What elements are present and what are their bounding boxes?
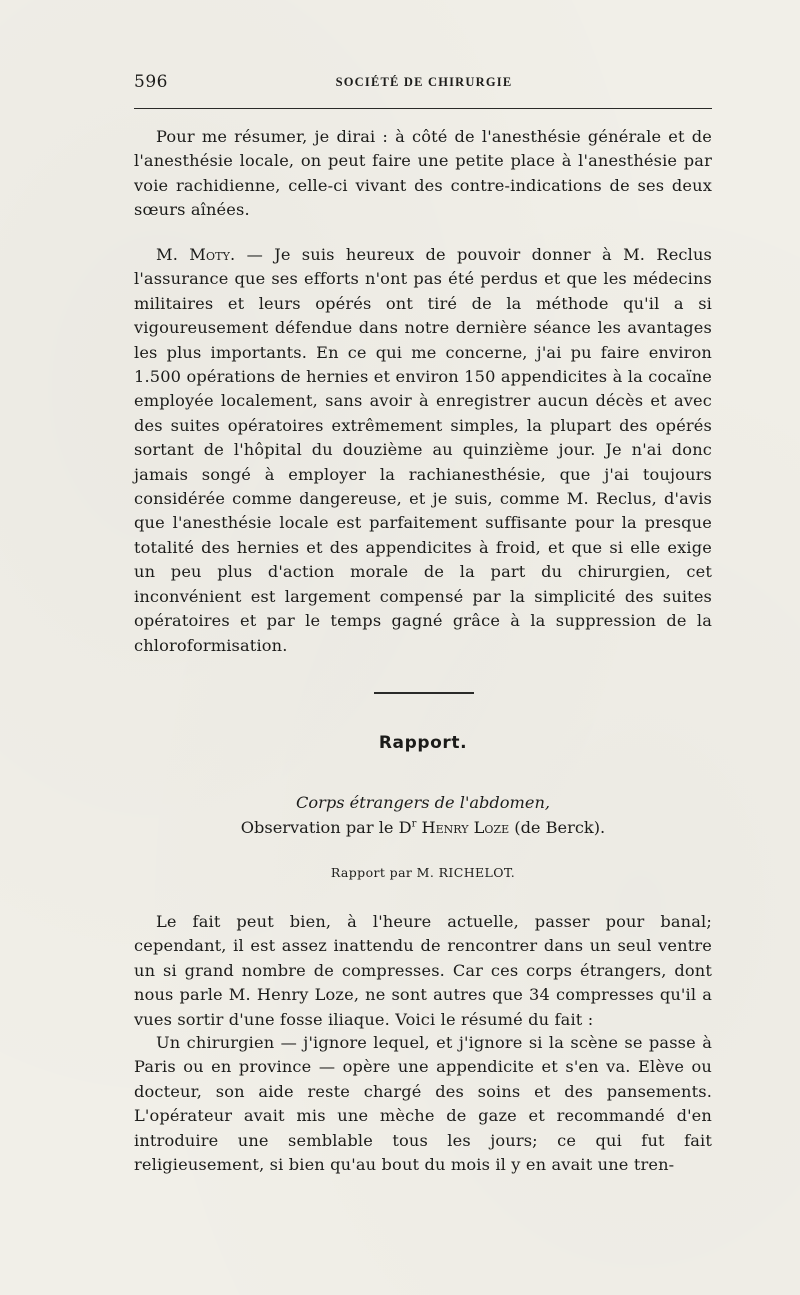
paragraph-moty (134, 243, 712, 658)
paragraph-report-case (134, 1031, 712, 1177)
paragraph-summary-text: Pour me résumer, je dirai : à côté de l'anesthésie générale et de l'anesthésie locale, on peut faire une petite place à l'anesthésie par voie rachidienne, celle-ci vivant des contre-indications de ses deux sœurs aînées. (134, 127, 712, 220)
observation-prefix: Observation par le D (240, 818, 412, 837)
section-separator (374, 692, 474, 694)
section-title: Rapport. (378, 733, 468, 753)
observation-author: Henry Loze (416, 818, 510, 837)
paragraph-moty-text: — Je suis heureux de pouvoir donner à M. Reclus l'assurance que ses efforts n'ont pas été perdus et que les médecins militaires et leurs opérés ont tiré de la méthode qu'il a si vigoureusement défendue dans notre dernière séance les avantages les plus importants. En ce qui me concerne, j'ai pu faire environ 1.500 opérations de hernies et environ 150 appendicites à la cocaïne employée localement, sans avoir à enregistrer aucun décès et avec des suites opératoires extrêmement simples, la plupart des opérés sortant de l'hôpital du douzième au quinzième jour. Je n'ai donc jamais songé à employer la rachianesthésie, que j'ai toujours considérée comme dangereuse, et je suis, comme M. Reclus, d'avis que l'anesthésie locale est parfaitement suffisante pour la presque totalité des hernies et des appendicites à froid, et que si elle exige un peu plus d'action morale de la part du chirurgien, cet inconvénient est largement compensé par la simplicité des suites opératoires et par le temps gagné grâce à la suppression de la chloroformisation. (134, 245, 712, 655)
speaker-name: M. Moty. (156, 245, 236, 264)
paragraph-report-intro-text: Le fait peut bien, à l'heure actuelle, passer pour banal; cependant, il est assez inattendu de rencontrer dans un seul ventre un si grand nombre de compresses. Car ces corps étrangers, dont nous parle M. Henry Loze, ne sont autres que 34 compresses qu'il a vues sortir d'une fosse iliaque. Voici le résumé du fait : (134, 912, 712, 1029)
page-number: 596 (134, 72, 168, 92)
paragraph-report-case-text: Un chirurgien — j'ignore lequel, et j'ignore si la scène se passe à Paris ou en province — opère une appendicite et s'en va. Elève ou docteur, son aide reste chargé des soins et des pansements. L'opérateur avait mis une mèche de gaze et recommandé d'en introduire une semblable tous les jours; ce qui fut fait religieusement, si bien qu'au bout du mois il y en avait une tren- (134, 1033, 712, 1175)
paragraph-summary (134, 125, 712, 223)
paragraph-report-intro (134, 910, 712, 1032)
observation-suffix: (de Berck). (509, 818, 606, 837)
running-head (134, 72, 714, 98)
report-byline: Rapport par M. RICHELOT. (330, 865, 516, 880)
doctor-superscript: r (411, 818, 417, 830)
running-title: SOCIÉTÉ DE CHIRURGIE (335, 75, 513, 89)
header-rule (134, 108, 712, 109)
observation-title: Corps étrangers de l'abdomen, (295, 793, 551, 812)
observation-author-line (134, 816, 712, 840)
